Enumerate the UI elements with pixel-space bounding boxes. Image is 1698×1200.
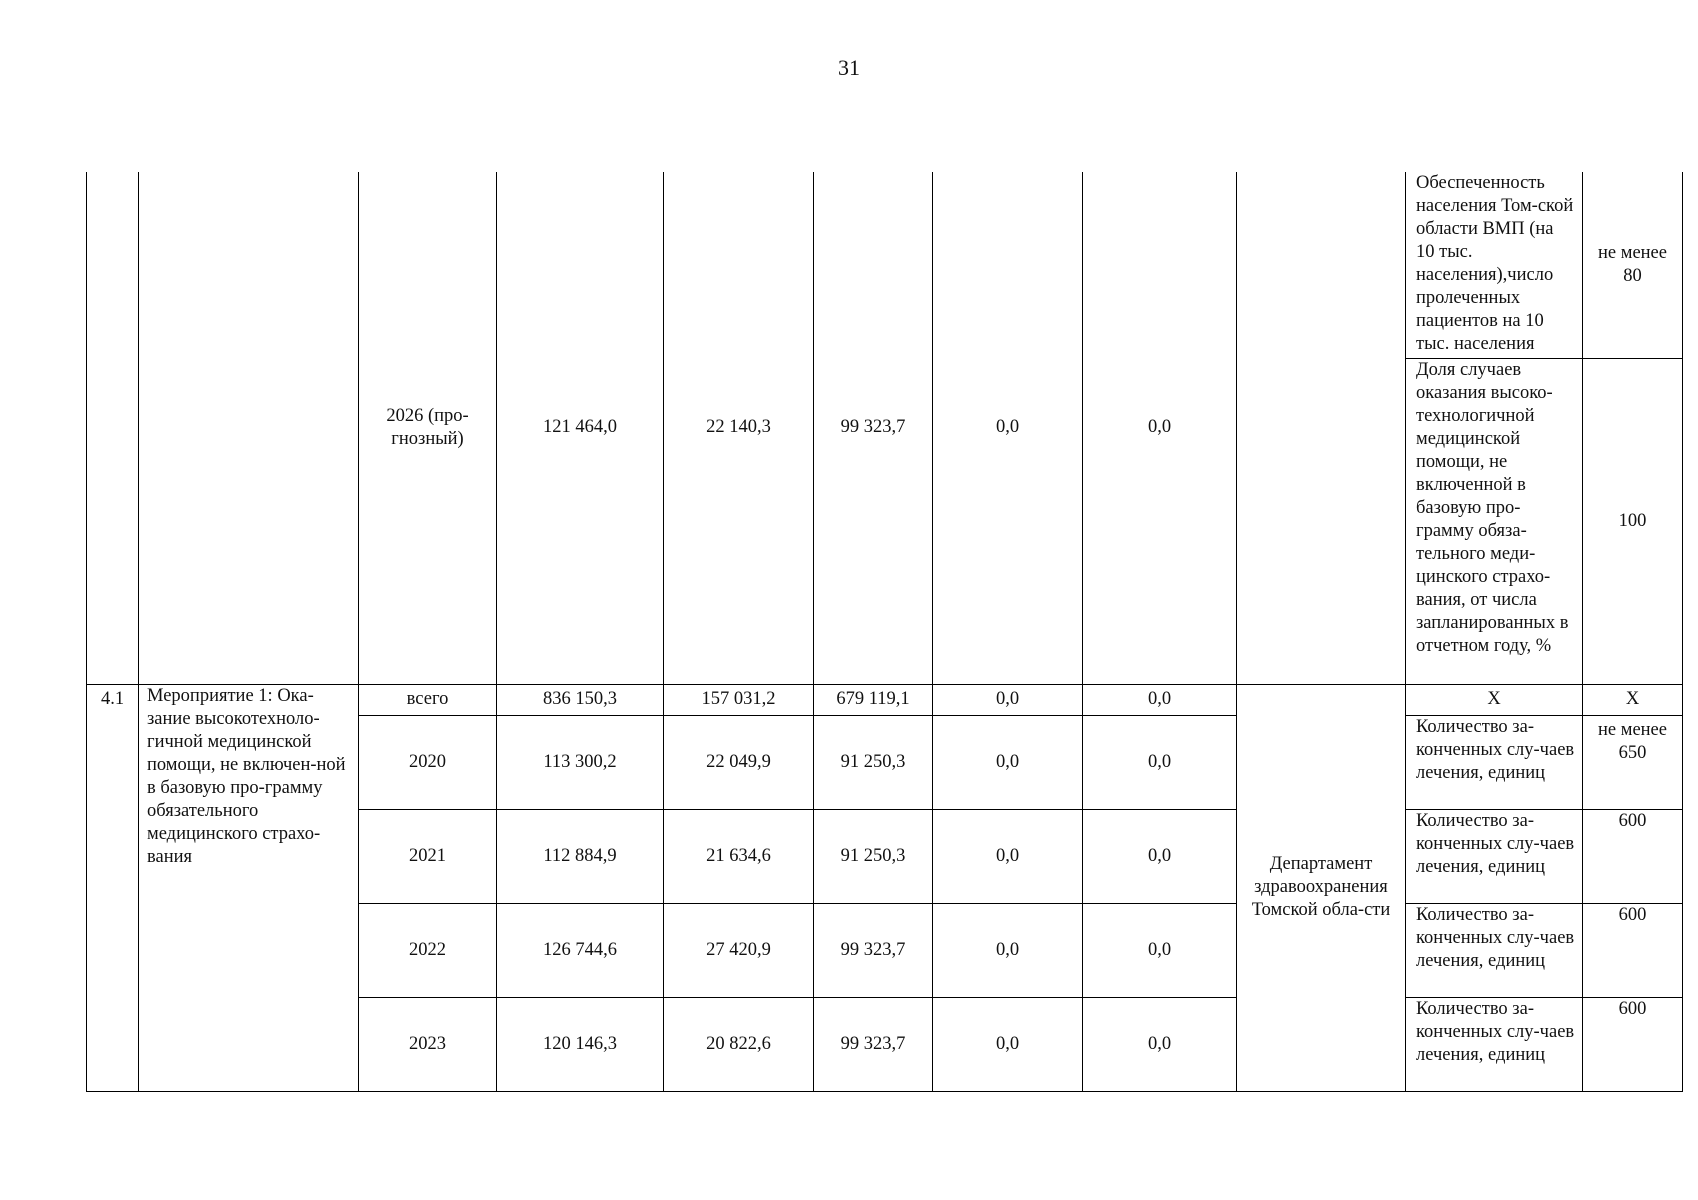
federal-cell: 22 049,9	[664, 715, 814, 809]
indicator-value-cell: Х	[1583, 684, 1683, 715]
table-row	[87, 684, 1683, 715]
total-cell: 113 300,2	[497, 715, 664, 809]
indicator-value-cell: 600	[1583, 903, 1683, 997]
indicator-value-cell: не менее 650	[1583, 715, 1683, 809]
other-cell: 0,0	[1083, 684, 1237, 715]
regional-cell: 99 323,7	[814, 903, 933, 997]
local-cell: 0,0	[933, 172, 1083, 684]
activity-number: 4.1	[87, 684, 139, 1091]
other-cell: 0,0	[1083, 903, 1237, 997]
total-cell: 126 744,6	[497, 903, 664, 997]
regional-cell: 679 119,1	[814, 684, 933, 715]
year-cell: всего	[359, 684, 497, 715]
federal-cell: 20 822,6	[664, 997, 814, 1091]
other-cell: 0,0	[1083, 809, 1237, 903]
indicator-value-cell: 100	[1583, 358, 1683, 684]
page-number: 31	[838, 55, 860, 80]
year-cell: 2021	[359, 809, 497, 903]
local-cell: 0,0	[933, 997, 1083, 1091]
indicator-value-cell: не менее 80	[1583, 172, 1683, 358]
indicator-cell: Количество за-конченных слу-чаев лечения, единиц	[1406, 715, 1583, 809]
year-cell: 2026 (про- гнозный)	[359, 172, 497, 684]
program-table	[86, 172, 1683, 1092]
total-cell: 836 150,3	[497, 684, 664, 715]
indicator-cell: Количество за-конченных слу-чаев лечения, единиц	[1406, 809, 1583, 903]
indicator-cell: Х	[1406, 684, 1583, 715]
other-cell: 0,0	[1083, 715, 1237, 809]
federal-cell: 157 031,2	[664, 684, 814, 715]
empty-number-cell	[87, 172, 139, 684]
year-cell: 2022	[359, 903, 497, 997]
year-cell: 2020	[359, 715, 497, 809]
executor-cell: Департамент здравоохранения Томской обла-сти	[1237, 684, 1406, 1091]
indicator-cell: Доля случаев оказания высоко-технологичной медицинской помощи, не включенной в базовую про-грамму обяза-тельного меди-цинского страхо-вания, от числа запланированных в отчетном году, %	[1406, 358, 1583, 684]
table-row	[87, 172, 1683, 358]
total-cell: 112 884,9	[497, 809, 664, 903]
other-cell: 0,0	[1083, 997, 1237, 1091]
total-cell: 120 146,3	[497, 997, 664, 1091]
indicator-value-cell: 600	[1583, 809, 1683, 903]
local-cell: 0,0	[933, 684, 1083, 715]
year-cell: 2023	[359, 997, 497, 1091]
empty-name-cell	[139, 172, 359, 684]
federal-cell: 22 140,3	[664, 172, 814, 684]
other-cell: 0,0	[1083, 172, 1237, 684]
total-cell: 121 464,0	[497, 172, 664, 684]
federal-cell: 21 634,6	[664, 809, 814, 903]
local-cell: 0,0	[933, 809, 1083, 903]
regional-cell: 91 250,3	[814, 809, 933, 903]
regional-cell: 99 323,7	[814, 997, 933, 1091]
indicator-cell: Количество за-конченных слу-чаев лечения, единиц	[1406, 903, 1583, 997]
local-cell: 0,0	[933, 903, 1083, 997]
regional-cell: 91 250,3	[814, 715, 933, 809]
activity-name: Мероприятие 1: Ока-зание высокотехноло-гичной медицинской помощи, не включен-ной в базовую про-грамму обязательного медицинского страхо-вания	[139, 684, 359, 1091]
empty-executor-cell	[1237, 172, 1406, 684]
federal-cell: 27 420,9	[664, 903, 814, 997]
local-cell: 0,0	[933, 715, 1083, 809]
indicator-value-cell: 600	[1583, 997, 1683, 1091]
regional-cell: 99 323,7	[814, 172, 933, 684]
indicator-cell: Количество за-конченных слу-чаев лечения, единиц	[1406, 997, 1583, 1091]
indicator-cell: Обеспеченность населения Том-ской области ВМП (на 10 тыс. населения),число пролеченных пациентов на 10 тыс. населения	[1406, 172, 1583, 358]
